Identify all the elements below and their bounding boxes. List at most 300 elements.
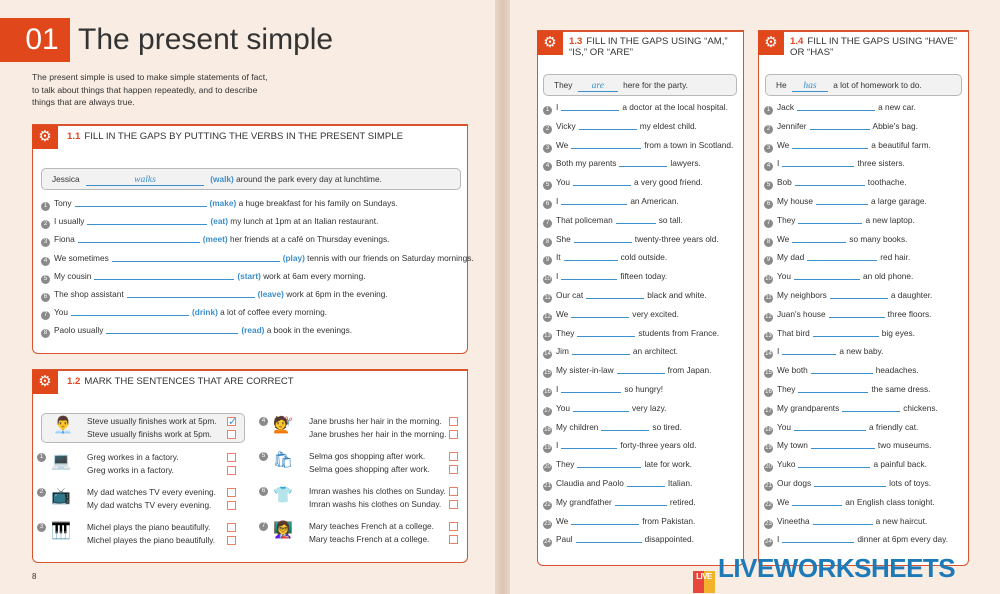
gears-icon: ⚙ <box>32 125 58 149</box>
item-subject: We <box>777 496 790 507</box>
item-subject: We both <box>777 365 808 376</box>
item-subject: Paolo usually <box>54 325 104 336</box>
item-number-badge: 3 <box>543 144 552 153</box>
item-rest: big eyes. <box>881 327 915 338</box>
ex14-item <box>764 102 916 115</box>
answer-blank[interactable] <box>574 234 632 243</box>
item-number-badge: 19 <box>765 445 772 452</box>
answer-blank[interactable] <box>577 328 635 337</box>
ex14-item <box>764 215 915 228</box>
item-number-badge: 7 <box>764 219 773 228</box>
item-rest: fifteen today. <box>620 271 668 282</box>
answer-blank[interactable] <box>127 289 255 298</box>
sentence-a: My dad watches TV every evening. <box>87 487 216 497</box>
item-subject: I <box>556 102 559 112</box>
item-number-badge: 17 <box>544 407 551 414</box>
answer-blank[interactable] <box>561 102 619 111</box>
item-number-badge: 3 <box>764 144 773 153</box>
item-number-badge: 18 <box>765 426 772 433</box>
sentence-b: Imran washs his clothes on Sunday. <box>309 499 442 509</box>
item-rest: a large garage. <box>870 196 927 206</box>
answer-blank[interactable] <box>579 121 637 130</box>
item-number-badge: 11 <box>544 295 551 301</box>
item-rest: toothache. <box>867 177 907 188</box>
item-number-badge: 6 <box>41 293 50 302</box>
item-rest: dinner at 6pm every day. <box>857 534 949 545</box>
answer-blank[interactable] <box>601 422 649 431</box>
item-rest: a new haircut. <box>875 515 928 526</box>
ex14-item <box>764 403 938 416</box>
gears-icon: ⚙ <box>758 31 784 55</box>
item-subject: We <box>777 233 790 244</box>
ex13-item <box>543 346 678 359</box>
item-number-badge: 19 <box>544 445 551 452</box>
item-number-badge: 1 <box>543 106 552 115</box>
item-rest: from Japan. <box>667 365 712 376</box>
checkbox-a[interactable] <box>449 417 458 426</box>
item-rest: an American. <box>630 196 679 206</box>
item-rest: twenty-three years old. <box>634 233 719 244</box>
item-number-badge: 2 <box>543 125 552 134</box>
gears-icon: ⚙ <box>537 31 563 55</box>
item-number-badge: 11 <box>765 295 772 301</box>
answer-blank[interactable] <box>572 346 630 355</box>
sentence-b: Michel playes the piano beautifully. <box>87 535 216 545</box>
ex13-item <box>543 516 695 529</box>
item-number-badge: 7 <box>41 311 50 320</box>
item-number-badge: 4 <box>259 417 268 426</box>
item-number-badge: 5 <box>543 181 552 190</box>
ex13-item <box>543 328 719 341</box>
item-verb: (meet) <box>202 234 228 245</box>
item-subject: Vicky <box>556 120 576 131</box>
hair-brushing-icon: 💇 <box>273 417 293 434</box>
item-number-badge: 1 <box>764 106 773 115</box>
item-rest: my lunch at 1pm at an Italian restaurant. <box>230 216 379 227</box>
item-subject: I <box>777 534 780 545</box>
exercise-1-4 <box>758 30 969 566</box>
answer-blank[interactable] <box>792 234 846 243</box>
item-verb: (play) <box>282 252 305 263</box>
chapter-number: 01 <box>14 18 70 62</box>
item-number-badge: 5 <box>259 452 268 461</box>
item-subject: Juan's house <box>777 308 826 319</box>
sentence-a: Selma gos shopping after work. <box>309 451 426 461</box>
exercise-1-1-item <box>41 307 327 320</box>
item-rest: retired. <box>669 496 696 507</box>
answer-blank[interactable] <box>573 177 631 186</box>
answer-blank[interactable] <box>792 140 868 149</box>
item-number-badge: 7 <box>543 219 552 228</box>
answer-blank[interactable] <box>798 459 870 468</box>
item-rest: Italian. <box>667 478 693 488</box>
item-rest: chickens. <box>903 402 938 413</box>
sentence-b: Greg works in a factory. <box>87 465 174 475</box>
item-rest: a new baby. <box>839 346 884 357</box>
ex13-item <box>543 196 679 209</box>
washing-icon: 👕 <box>273 487 293 504</box>
item-number-badge: 22 <box>765 501 772 508</box>
item-subject: You <box>556 402 571 413</box>
item-number-badge: 15 <box>544 370 551 377</box>
answer-blank[interactable] <box>571 516 639 525</box>
item-subject: That bird <box>777 327 810 338</box>
ex13-item <box>543 384 663 397</box>
ex14-item <box>764 196 927 209</box>
item-number-badge: 16 <box>765 389 772 395</box>
item-subject: Jack <box>777 102 795 112</box>
item-rest: an English class tonight. <box>845 496 935 507</box>
item-rest: a book in the evenings. <box>266 325 353 336</box>
ex13-item <box>543 121 697 134</box>
item-rest: two museums. <box>877 440 932 451</box>
answer-blank[interactable] <box>842 403 900 412</box>
exercise-1-1-heading: 1.1 FILL IN THE GAPS BY PUTTING THE VERBS IN THE PRESENT SIMPLE <box>67 131 403 142</box>
item-number-badge: 24 <box>544 539 551 546</box>
item-subject: My children <box>556 421 599 432</box>
checkbox-b[interactable] <box>227 466 236 475</box>
answer-blank[interactable] <box>71 307 189 316</box>
item-subject: We <box>556 139 569 150</box>
item-number-badge: 18 <box>544 426 551 433</box>
ex13-item <box>543 158 701 171</box>
ex13-item <box>543 234 719 247</box>
answer-blank[interactable] <box>571 140 641 149</box>
sentence-pair <box>87 451 179 477</box>
piano-icon: 🎹 <box>51 523 71 540</box>
item-rest: my eldest child. <box>639 120 697 131</box>
chapter-intro: The present simple is used to make simple statements of fact, to talk about things that happen repeatedly, and to describe things that are always true. <box>32 72 268 107</box>
item-subject: Jim <box>556 346 569 357</box>
sentence-pair <box>309 520 434 546</box>
checkbox-b[interactable] <box>449 535 458 544</box>
item-subject: I <box>556 440 559 451</box>
item-subject: Our dogs <box>777 478 812 488</box>
ex14-item <box>764 290 932 303</box>
item-rest: so many books. <box>849 233 908 244</box>
item-subject: Our cat <box>556 290 584 300</box>
answer-blank[interactable] <box>807 252 877 261</box>
ex14-item <box>764 365 919 378</box>
item-subject: You <box>777 271 792 282</box>
ex13-item <box>543 309 679 322</box>
ex14-item <box>764 459 927 472</box>
ex13-item <box>543 497 696 510</box>
sentence-a: Greg workes in a factory. <box>87 452 179 462</box>
answer-blank[interactable] <box>816 196 868 205</box>
answer-blank[interactable] <box>617 365 665 374</box>
item-subject: I <box>556 384 559 394</box>
exercise-1-1-example: Jessica walks (walk) around the park every day at lunchtime. <box>41 168 461 190</box>
exercise-1-2 <box>32 369 468 563</box>
item-rest: a huge breakfast for his family on Sundays. <box>238 198 398 208</box>
item-subject: Paul <box>556 534 573 545</box>
answer-blank[interactable] <box>561 440 617 449</box>
answer-blank[interactable] <box>782 534 854 543</box>
answer-blank[interactable] <box>782 346 836 355</box>
answer-blank[interactable] <box>798 384 868 393</box>
item-subject: My sister-in-law <box>556 365 614 376</box>
ex13-item <box>543 290 707 303</box>
item-number-badge: 3 <box>41 238 50 247</box>
item-rest: her friends at a café on Thursday evenings. <box>229 234 390 245</box>
sentence-pair <box>87 486 216 512</box>
item-number-badge: 9 <box>764 256 773 265</box>
exercise-1-2-heading: 1.2 MARK THE SENTENCES THAT ARE CORRECT <box>67 376 294 387</box>
answer-blank[interactable] <box>619 158 667 167</box>
sentence-b: Jane brushes her hair in the morning. <box>309 429 447 439</box>
item-number-badge: 17 <box>765 407 772 414</box>
exercise-1-3 <box>537 30 744 566</box>
item-subject: They <box>777 384 796 394</box>
answer-blank[interactable] <box>564 252 618 261</box>
ex13-item <box>543 271 667 284</box>
ex13-item <box>543 478 692 491</box>
exercise-1-1-item <box>41 271 366 284</box>
item-subject: That policeman <box>556 214 613 225</box>
answer-blank[interactable] <box>794 271 860 280</box>
item-rest: students from France. <box>638 327 720 338</box>
item-subject: My grandfather <box>556 496 612 507</box>
item-number-badge: 8 <box>764 238 773 247</box>
checkbox-b[interactable] <box>227 501 236 510</box>
answer-blank[interactable] <box>573 403 629 412</box>
item-number-badge: 2 <box>764 125 773 134</box>
item-subject: My cousin <box>54 270 92 281</box>
answer-blank[interactable] <box>813 516 873 525</box>
sentence-a: Imran washes his clothes on Sunday. <box>309 486 446 496</box>
ex13-item <box>543 102 728 115</box>
answer-blank[interactable] <box>811 440 875 449</box>
answer-blank[interactable] <box>94 271 234 280</box>
answer-blank[interactable] <box>586 290 644 299</box>
item-subject: My town <box>777 440 808 451</box>
item-rest: lawyers. <box>670 158 701 169</box>
item-subject: My house <box>777 196 813 206</box>
item-number-badge: 1 <box>37 453 46 462</box>
item-subject: Claudia and Paolo <box>556 478 624 488</box>
item-subject: My neighbors <box>777 290 827 300</box>
ex14-item <box>764 140 931 153</box>
answer-blank[interactable] <box>813 328 879 337</box>
item-number-badge: 5 <box>41 275 50 284</box>
answer-blank[interactable] <box>830 290 888 299</box>
exercise-1-1-item <box>41 253 474 266</box>
answer-blank[interactable] <box>794 422 866 431</box>
answer-blank[interactable] <box>561 271 617 280</box>
item-number-badge: 1 <box>41 202 50 211</box>
ex13-item <box>543 440 696 453</box>
ex14-item <box>764 534 948 547</box>
answer-blank[interactable] <box>106 325 238 334</box>
exercise-1-1-item <box>41 198 398 211</box>
answer-blank[interactable] <box>810 121 870 130</box>
item-subject: They <box>777 214 796 225</box>
checkbox-b[interactable] <box>449 500 458 509</box>
item-rest: Abbie's bag. <box>872 120 918 131</box>
ex14-item <box>764 234 907 247</box>
ex13-item <box>543 459 692 472</box>
exercise-1-4-heading: 1.4 FILL IN THE GAPS USING “HAVE” OR “HAS” <box>790 36 957 58</box>
sentence-a: Mary teaches French at a college. <box>309 521 434 531</box>
item-subject: I <box>556 271 559 282</box>
answer-blank[interactable] <box>616 215 656 224</box>
item-verb: (make) <box>209 198 237 208</box>
item-number-badge: 16 <box>544 389 551 395</box>
answer-blank[interactable] <box>577 459 641 468</box>
item-rest: three floors. <box>887 308 932 319</box>
item-subject: My grandparents <box>777 402 840 413</box>
item-number-badge: 7 <box>259 522 268 531</box>
answer-blank[interactable] <box>811 365 873 374</box>
item-subject: They <box>556 327 575 338</box>
item-rest: from a town in Scotland. <box>644 139 734 150</box>
item-number-badge: 22 <box>544 501 551 508</box>
exercise-1-1-item <box>41 234 389 247</box>
item-rest: a daughter. <box>890 290 933 300</box>
checkbox-a[interactable] <box>449 522 458 531</box>
ex14-item <box>764 177 907 190</box>
answer-blank[interactable] <box>615 497 667 506</box>
item-number-badge: 12 <box>765 313 772 320</box>
item-number-badge: 6 <box>764 200 773 209</box>
ex13-item <box>543 177 703 190</box>
example-answer: has <box>792 81 828 92</box>
example-answer: walks <box>86 175 204 186</box>
checkbox-b[interactable] <box>449 465 458 474</box>
item-number-badge: 15 <box>765 370 772 377</box>
item-number-badge: 4 <box>41 257 50 266</box>
item-rest: a doctor at the local hospital. <box>622 102 728 112</box>
teacher-icon: 👩‍🏫 <box>273 522 293 539</box>
ex14-item <box>764 328 915 341</box>
item-number-badge: 4 <box>543 162 552 171</box>
item-rest: work at 6am every morning. <box>263 270 366 281</box>
ex14-item <box>764 497 935 510</box>
item-rest: the same dress. <box>871 384 931 394</box>
answer-blank[interactable] <box>571 309 629 318</box>
answer-blank[interactable] <box>829 309 885 318</box>
answer-blank[interactable] <box>792 497 842 506</box>
checkbox-b[interactable] <box>227 536 236 545</box>
item-number-badge: 6 <box>259 487 268 496</box>
exercise-1-1 <box>32 124 474 354</box>
item-verb: (drink) <box>192 307 218 318</box>
checkbox-a[interactable] <box>449 487 458 496</box>
item-subject: I <box>556 196 559 206</box>
checkbox-a[interactable] <box>449 452 458 461</box>
shopping-icon: 🛍 <box>272 452 294 469</box>
answer-blank[interactable] <box>576 534 642 543</box>
item-rest: a very good friend. <box>634 177 703 188</box>
item-verb: (eat) <box>210 216 228 227</box>
answer-blank[interactable] <box>814 478 886 487</box>
sentence-pair <box>309 450 430 476</box>
example-check: ✓ <box>228 416 238 428</box>
ex13-item <box>543 252 667 265</box>
answer-blank[interactable] <box>561 384 621 393</box>
item-number-badge: 2 <box>41 220 50 229</box>
sentence-pair <box>87 521 215 547</box>
item-rest: tennis with our friends on Saturday mornings. <box>307 252 474 263</box>
ex13-item <box>543 215 683 228</box>
ex13-item <box>543 365 711 378</box>
answer-blank[interactable] <box>782 158 854 167</box>
checkbox-a[interactable] <box>227 488 236 497</box>
item-subject: Both my parents <box>556 158 617 169</box>
checkbox-a[interactable] <box>227 523 236 532</box>
item-rest: cold outside. <box>620 252 668 263</box>
answer-blank[interactable] <box>795 177 865 186</box>
item-rest: a lot of coffee every morning. <box>220 307 327 318</box>
answer-blank[interactable] <box>75 198 207 207</box>
item-subject: We sometimes <box>54 252 109 263</box>
item-rest: from Pakistan. <box>642 515 696 526</box>
sentence-b: Selma goes shopping after work. <box>309 464 430 474</box>
exercise-1-3-example: They are here for the party. <box>543 74 737 96</box>
item-rest: an architect. <box>632 346 679 357</box>
answer-blank[interactable] <box>797 102 875 111</box>
page-number: 8 <box>32 572 37 581</box>
item-rest: so tall. <box>658 214 683 225</box>
item-rest: so tired. <box>652 421 682 432</box>
item-subject: Yuko <box>777 459 796 470</box>
item-subject: We <box>556 515 569 526</box>
chapter-title: The present simple <box>78 23 334 56</box>
item-subject: I <box>777 158 780 169</box>
item-subject: Vineetha <box>777 515 810 526</box>
ex14-item <box>764 384 930 397</box>
ex14-item <box>764 252 910 265</box>
ex14-item <box>764 271 913 284</box>
sentence-b: Mary teachs French at a college. <box>309 534 430 544</box>
item-number-badge: 13 <box>765 332 772 339</box>
item-number-badge: 20 <box>544 464 551 471</box>
exercise-1-1-item <box>41 325 352 338</box>
answer-blank[interactable] <box>78 234 200 243</box>
item-rest: lots of toys. <box>889 478 932 488</box>
ex14-item <box>764 309 931 322</box>
checkbox-b[interactable] <box>449 430 458 439</box>
item-number-badge: 9 <box>543 256 552 265</box>
ex13-item <box>543 534 694 547</box>
item-rest: a new car. <box>878 102 916 112</box>
exercise-1-3-heading: 1.3 FILL IN THE GAPS USING “AM,” “IS,” OR “ARE” <box>569 36 728 58</box>
answer-blank[interactable] <box>627 478 665 487</box>
item-subject: We <box>777 139 790 150</box>
answer-blank[interactable] <box>561 196 627 205</box>
item-number-badge: 4 <box>764 162 773 171</box>
item-rest: forty-three years old. <box>620 440 697 451</box>
item-number-badge: 14 <box>765 351 772 358</box>
sentence-pair <box>309 415 446 441</box>
checkbox-a[interactable] <box>227 453 236 462</box>
ex14-item <box>764 121 918 134</box>
answer-blank[interactable] <box>87 216 207 225</box>
answer-blank[interactable] <box>112 253 280 262</box>
item-subject: Jennifer <box>777 120 807 131</box>
gears-icon: ⚙ <box>32 370 58 394</box>
item-subject: I <box>777 346 780 357</box>
item-number-badge: 10 <box>765 276 772 283</box>
answer-blank[interactable] <box>798 215 862 224</box>
ex14-item <box>764 478 931 491</box>
ex14-item <box>764 516 927 529</box>
item-rest: late for work. <box>644 459 692 470</box>
item-number-badge: 8 <box>41 329 50 338</box>
tv-watching-icon: 📺 <box>51 488 71 505</box>
item-subject: I usually <box>54 216 85 227</box>
